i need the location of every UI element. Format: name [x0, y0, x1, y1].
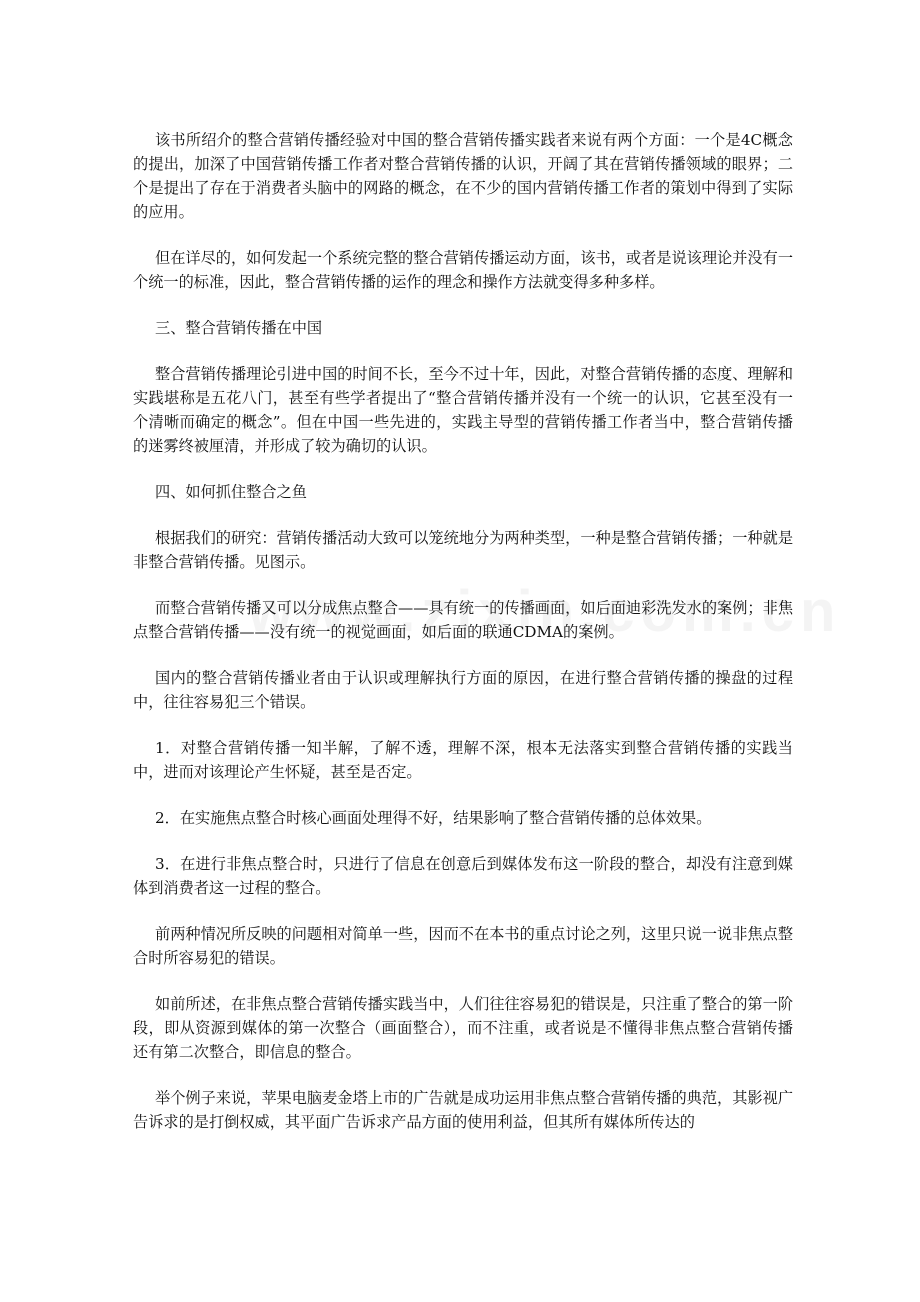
section-heading-imc-in-china: 三、整合营销传播在中国 — [155, 319, 323, 337]
section-heading-catch-the-fish: 四、如何抓住整合之鱼 — [155, 483, 307, 501]
paragraph-non-focus-mistake: 如前所述，在非焦点整合营销传播实践当中，人们往往容易犯的错误是，只注重了整合的第一阶段，即从资源到媒体的第一次整合（画面整合），而不注重，或者说是不懂得非焦点整合营销传播还有第二次整合，即信息的整合。 — [133, 995, 793, 1061]
paragraph-imc-introduction: 整合营销传播理论引进中国的时间不长，至今不过十年，因此，对整合营销传播的态度、理解和实践堪称是五花八门，甚至有些学者提出了“整合营销传播并没有一个统一的认识，它甚至没有一个清晰而确定的概念”。但在中国一些先进的，实践主导型的营销传播工作者当中，整合营销传播的迷雾终被厘清，并形成了较为确切的认识。 — [133, 365, 793, 455]
paragraph-no-standard: 但在详尽的，如何发起一个系统完整的整合营销传播运动方面，该书，或者是说该理论并没有一个统一的标准，因此，整合营销传播的运作的理念和操作方法就变得多种多样。 — [133, 249, 793, 291]
paragraph-4c-concept: 该书所绍介的整合营销传播经验对中国的整合营销传播实践者来说有两个方面：一个是4C概念的提出，加深了中国营销传播工作者对整合营销传播的认识，开阔了其在营销传播领域的眼界；二个是提出了存在于消费者头脑中的网路的概念，在不少的国内营销传播工作者的策划中得到了实际的应用。 — [133, 131, 793, 221]
document-body — [133, 128, 793, 1156]
paragraph-apple-example: 举个例子来说，苹果电脑麦金塔上市的广告就是成功运用非焦点整合营销传播的典范，其影视广告诉求的是打倒权威，其平面广告诉求产品方面的使用利益，但其所有媒体所传达的 — [133, 1089, 793, 1131]
paragraph-focus-integration: 而整合营销传播又可以分成焦点整合——具有统一的传播画面，如后面迪彩洗发水的案例；非焦点整合营销传播——没有统一的视觉画面，如后面的联通CDMA的案例。 — [133, 599, 793, 641]
paragraph-two-types: 根据我们的研究：营销传播活动大致可以笼统地分为两种类型，一种是整合营销传播；一种就是非整合营销传播。见图示。 — [133, 529, 793, 571]
paragraph-three-mistakes: 国内的整合营销传播业者由于认识或理解执行方面的原因，在进行整合营销传播的操盘的过程中，往往容易犯三个错误。 — [133, 669, 793, 711]
list-item-mistake-1: 1．对整合营销传播一知半解，了解不透，理解不深，根本无法落实到整合营销传播的实践当中，进而对该理论产生怀疑，甚至是否定。 — [133, 739, 793, 781]
paragraph-first-two-cases: 前两种情况所反映的问题相对简单一些，因而不在本书的重点讨论之列，这里只说一说非焦点整合时所容易犯的错误。 — [133, 925, 793, 967]
list-item-mistake-2: 2．在实施焦点整合时核心画面处理得不好，结果影响了整合营销传播的总体效果。 — [155, 809, 712, 827]
list-item-mistake-3: 3．在进行非焦点整合时，只进行了信息在创意后到媒体发布这一阶段的整合，却没有注意到媒体到消费者这一过程的整合。 — [133, 855, 793, 897]
